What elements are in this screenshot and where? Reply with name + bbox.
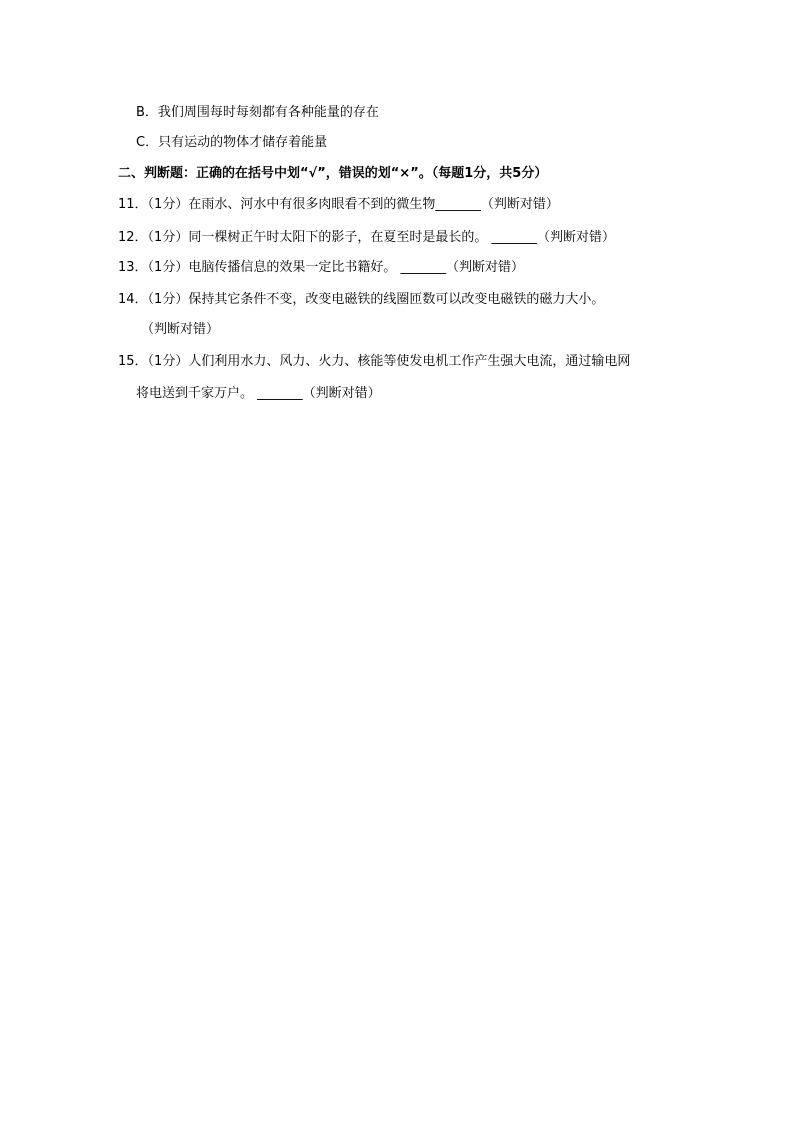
option-c: C．只有运动的物体才储存着能量 [136, 135, 328, 150]
question-14-line2: （判断对错） [141, 322, 220, 337]
question-12: 12．（1分）同一棵树正午时太阳下的影子，在夏至时是最长的。 _______（判断对错） [118, 230, 615, 245]
question-15-line1: 15．（1分）人们利用水力、风力、火力、核能等使发电机工作产生强大电流，通过输电网 [118, 354, 631, 369]
question-15-line2: 将电送到千家万户。 _______（判断对错） [136, 386, 381, 401]
question-14-line1: 14．（1分）保持其它条件不变，改变电磁铁的线圈匝数可以改变电磁铁的磁力大小。 [118, 292, 605, 307]
option-b: B．我们周围每时每刻都有各种能量的存在 [136, 105, 379, 120]
question-13: 13．（1分）电脑传播信息的效果一定比书籍好。 _______（判断对错） [118, 260, 524, 275]
section-title: 二、判断题：正确的在括号中划“√”，错误的划“×”。（每题1分，共5分） [118, 166, 548, 181]
question-11: 11．（1分）在雨水、河水中有很多肉眼看不到的微生物_______（判断对错） [118, 197, 559, 212]
